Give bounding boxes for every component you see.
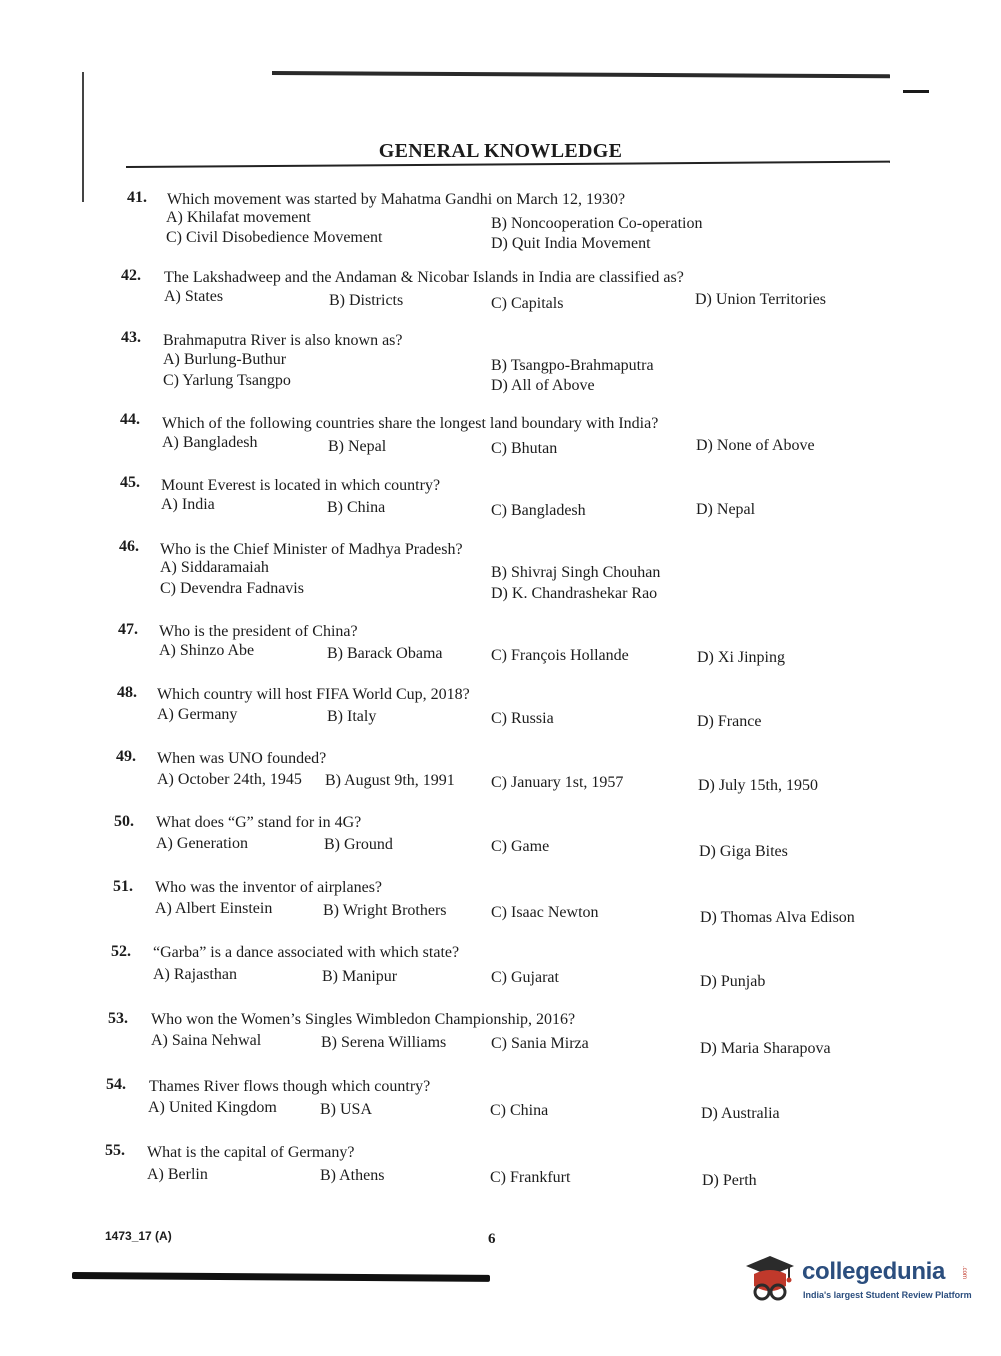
- option-b: B) Noncooperation Co-operation: [491, 215, 703, 232]
- question-number: 41.: [127, 189, 147, 206]
- option-d: D) Giga Bites: [699, 843, 788, 860]
- option-d: D) Punjab: [700, 973, 766, 990]
- option-a: A) India: [161, 496, 215, 513]
- question-number: 51.: [113, 878, 133, 895]
- option-a: A) Generation: [156, 835, 248, 852]
- question-text: Thames River flows though which country?: [149, 1078, 431, 1095]
- option-b: B) Serena Williams: [321, 1034, 447, 1051]
- option-b: B) Athens: [320, 1167, 385, 1184]
- option-a: A) Rajasthan: [153, 966, 237, 983]
- paper-code: 1473_17 (A): [105, 1229, 172, 1243]
- option-c: C) Bangladesh: [491, 502, 586, 519]
- option-c: C) Isaac Newton: [491, 904, 599, 921]
- question-text: When was UNO founded?: [157, 750, 327, 767]
- option-d: D) Australia: [701, 1105, 780, 1122]
- logo-suffix: .com: [961, 1266, 967, 1280]
- question-number: 52.: [111, 943, 131, 960]
- option-a: A) Khilafat movement: [166, 209, 311, 226]
- option-b: B) Wright Brothers: [323, 902, 447, 919]
- option-c: C) Yarlung Tsangpo: [163, 372, 291, 389]
- question-text: Who was the inventor of airplanes?: [155, 879, 383, 896]
- option-c: C) Game: [491, 838, 550, 855]
- question-text: Mount Everest is located in which country?: [161, 477, 441, 494]
- option-a: A) Shinzo Abe: [159, 642, 255, 659]
- scan-edge-mark: [82, 72, 84, 202]
- option-b: B) Ground: [324, 836, 393, 853]
- question-number: 50.: [114, 813, 134, 830]
- option-a: A) Saina Nehwal: [151, 1032, 262, 1049]
- question-number: 48.: [117, 684, 137, 701]
- question-number: 43.: [121, 329, 141, 346]
- logo-wordmark: collegedunia: [802, 1258, 946, 1285]
- page-title: GENERAL KNOWLEDGE: [378, 140, 623, 162]
- scan-line-bottom: [72, 1272, 490, 1282]
- scan-line-top: [272, 71, 890, 78]
- option-b: B) Italy: [327, 708, 377, 725]
- option-a: A) Siddaramaiah: [160, 559, 269, 576]
- option-d: D) Xi Jinping: [697, 649, 785, 666]
- option-b: B) Manipur: [322, 968, 398, 985]
- option-c: C) January 1st, 1957: [491, 774, 624, 791]
- question-number: 53.: [108, 1010, 128, 1027]
- option-a: A) Bangladesh: [162, 434, 258, 451]
- question-text: Which of the following countries share the longest land boundary with India?: [162, 415, 659, 432]
- graduate-mascot-icon: [742, 1252, 798, 1308]
- question-text: Who won the Women’s Singles Wimbledon Championship, 2016?: [151, 1011, 576, 1028]
- option-c: C) Sania Mirza: [491, 1035, 589, 1052]
- option-b: B) China: [327, 499, 386, 516]
- option-c: C) Bhutan: [491, 440, 558, 457]
- option-d: D) France: [697, 713, 762, 730]
- option-b: B) Districts: [329, 292, 404, 309]
- option-c: C) François Hollande: [491, 647, 629, 664]
- scan-dash-mark: [903, 90, 929, 93]
- option-c: C) Frankfurt: [490, 1169, 571, 1186]
- option-c: C) Civil Disobedience Movement: [166, 229, 383, 246]
- logo-tagline: India's largest Student Review Platform: [803, 1290, 972, 1300]
- question-text: Who is the president of China?: [159, 623, 358, 640]
- option-d: D) Nepal: [696, 501, 756, 518]
- option-a: A) October 24th, 1945: [157, 771, 302, 788]
- option-d: D) Maria Sharapova: [700, 1040, 831, 1057]
- question-number: 46.: [119, 538, 139, 555]
- option-a: A) United Kingdom: [148, 1099, 277, 1116]
- option-a: A) States: [164, 288, 224, 305]
- option-a: A) Germany: [157, 706, 238, 723]
- question-text: The Lakshadweep and the Andaman & Nicobar Islands in India are classified as?: [164, 269, 684, 286]
- option-c: C) Capitals: [491, 295, 564, 312]
- page-number: 6: [488, 1231, 496, 1247]
- question-text: What does “G” stand for in 4G?: [156, 814, 362, 831]
- option-a: A) Berlin: [147, 1166, 208, 1183]
- option-b: B) Barack Obama: [327, 645, 443, 662]
- question-text: Who is the Chief Minister of Madhya Pradesh?: [160, 541, 463, 558]
- option-d: D) All of Above: [491, 377, 595, 394]
- option-d: D) July 15th, 1950: [698, 777, 818, 794]
- question-text: Which movement was started by Mahatma Gandhi on March 12, 1930?: [167, 191, 626, 208]
- option-c: C) Russia: [491, 710, 554, 727]
- option-d: D) Quit India Movement: [491, 235, 651, 252]
- question-text: Brahmaputra River is also known as?: [163, 332, 403, 349]
- collegedunia-logo: [742, 1252, 972, 1312]
- question-number: 42.: [121, 267, 141, 284]
- option-b: B) USA: [320, 1101, 373, 1118]
- option-c: C) Gujarat: [491, 969, 559, 986]
- option-b: B) Tsangpo-Brahmaputra: [491, 357, 654, 374]
- option-d: D) K. Chandrashekar Rao: [491, 585, 658, 602]
- option-d: D) Thomas Alva Edison: [700, 909, 855, 926]
- question-number: 54.: [106, 1076, 126, 1093]
- question-text: “Garba” is a dance associated with which state?: [153, 944, 460, 961]
- option-d: D) Perth: [702, 1172, 757, 1189]
- question-text: Which country will host FIFA World Cup, 2018?: [157, 686, 470, 703]
- option-b: B) August 9th, 1991: [325, 772, 455, 789]
- option-d: D) None of Above: [696, 437, 815, 454]
- option-b: B) Nepal: [328, 438, 387, 455]
- question-number: 55.: [105, 1142, 125, 1159]
- question-text: What is the capital of Germany?: [147, 1144, 355, 1161]
- option-c: C) China: [490, 1102, 549, 1119]
- question-number: 49.: [116, 748, 136, 765]
- option-c: C) Devendra Fadnavis: [160, 580, 304, 597]
- option-a: A) Burlung-Buthur: [163, 351, 287, 368]
- question-number: 45.: [120, 474, 140, 491]
- option-d: D) Union Territories: [695, 291, 826, 308]
- question-number: 47.: [118, 621, 138, 638]
- option-b: B) Shivraj Singh Chouhan: [491, 564, 661, 581]
- option-a: A) Albert Einstein: [155, 900, 273, 917]
- question-number: 44.: [120, 411, 140, 428]
